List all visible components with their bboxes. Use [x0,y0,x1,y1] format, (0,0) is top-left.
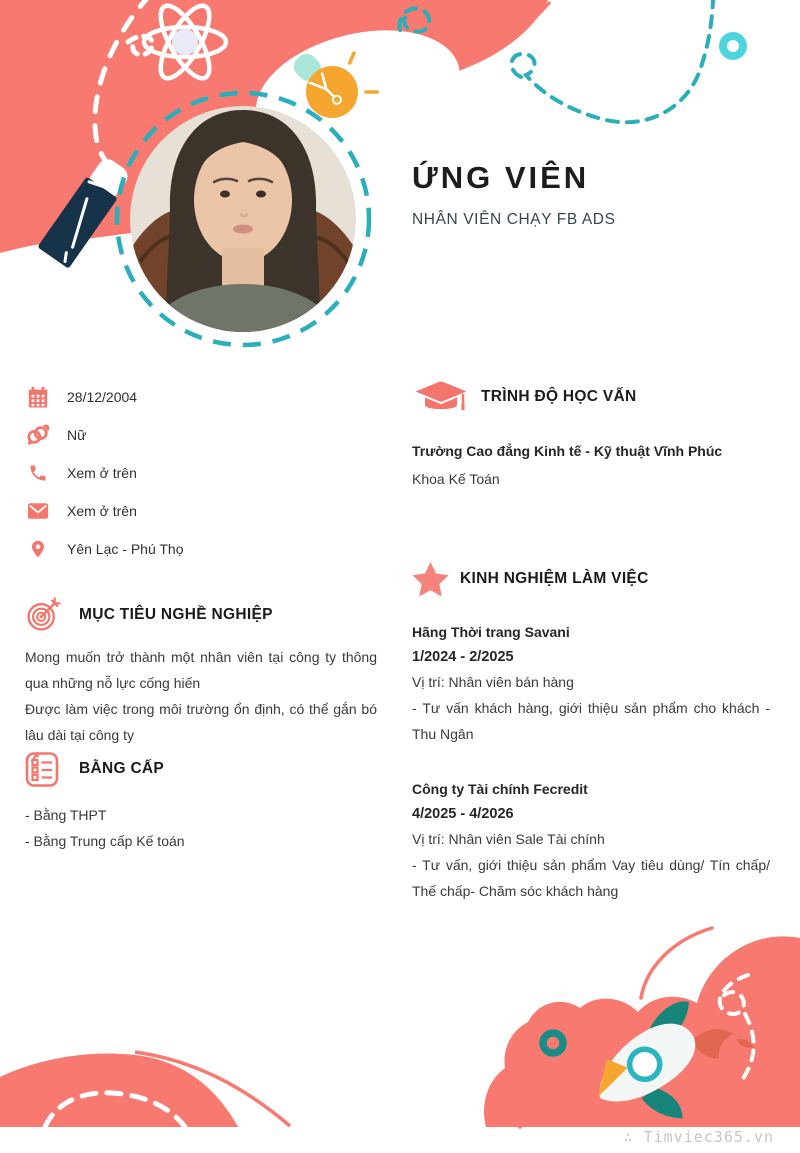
objective-paragraph: Mong muốn trở thành một nhân viên tại công ty thông qua những nỗ lực cống hiến [25,649,377,691]
education-faculty: Khoa Kế Toán [412,471,500,487]
contact-row-email [26,492,366,530]
job-period: 4/2025 - 4/2026 [412,806,514,822]
degree-item: - Bằng THPT [25,807,107,823]
checklist-icon [25,750,61,788]
experience-heading: KINH NGHIỆM LÀM VIỆC [460,570,649,587]
education-heading: TRÌNH ĐỘ HỌC VẤN [481,388,637,405]
contact-row-gender [26,416,366,454]
bottom-right-blob [484,928,800,1151]
gender-icon [26,423,50,447]
section-experience [412,561,770,904]
job-entry [412,777,770,904]
star-icon [412,561,449,597]
graduation-cap-icon [412,377,470,417]
contact-row-phone [26,454,366,492]
degrees-heading: BẰNG CẤP [79,760,165,777]
job-period: 1/2024 - 2/2025 [412,649,514,665]
job-company: Hãng Thời trang Savani [412,624,570,640]
degree-item: - Bằng Trung cấp Kế toán [25,833,185,849]
birthday-value: 28/12/2004 [67,389,138,405]
job-position: Vị trí: Nhân viên bán hàng [412,674,574,690]
bottom-left-blob [0,1052,290,1127]
section-education [412,377,772,487]
teal-donut-icon [723,36,743,56]
section-degrees [25,750,377,854]
objective-heading: MỤC TIÊU NGHỀ NGHIỆP [79,606,273,623]
calendar-icon [26,385,50,409]
phone-value: Xem ở trên [67,465,137,481]
location-icon [26,537,50,561]
header-block [412,160,782,229]
candidate-name: ỨNG VIÊN [412,160,590,195]
job-position: Vị trí: Nhân viên Sale Tài chính [412,831,605,847]
contact-row-address [26,530,366,568]
phone-icon [26,461,50,485]
profile-photo [117,93,369,345]
section-objective [25,596,377,748]
gender-value: Nữ [67,427,87,443]
job-description: - Tư vấn, giới thiệu sản phẩm Vay tiêu dùng/ Tín chấp/ Thế chấp- Chăm sóc khách hàng [412,857,770,899]
job-description: - Tư vấn khách hàng, giới thiệu sản phẩm cho khách - Thu Ngân [412,700,770,742]
contact-list [26,378,366,568]
email-icon [26,499,50,523]
objective-paragraph: Được làm việc trong môi trường ổn định, có thể gắn bó lâu dài tại công ty [25,701,377,743]
candidate-job-title: NHÂN VIÊN CHẠY FB ADS [412,210,616,228]
address-value: Yên Lạc - Phú Thọ [67,541,184,557]
job-company: Công ty Tài chính Fecredit [412,781,588,797]
job-entry [412,620,770,747]
contact-row-birthday [26,378,366,416]
education-school: Trường Cao đẳng Kinh tế - Kỹ thuật Vĩnh Phúc [412,443,723,459]
watermark: ∴ Timviec365.vn [623,1128,774,1146]
target-icon [25,596,61,634]
email-value: Xem ở trên [67,503,137,519]
